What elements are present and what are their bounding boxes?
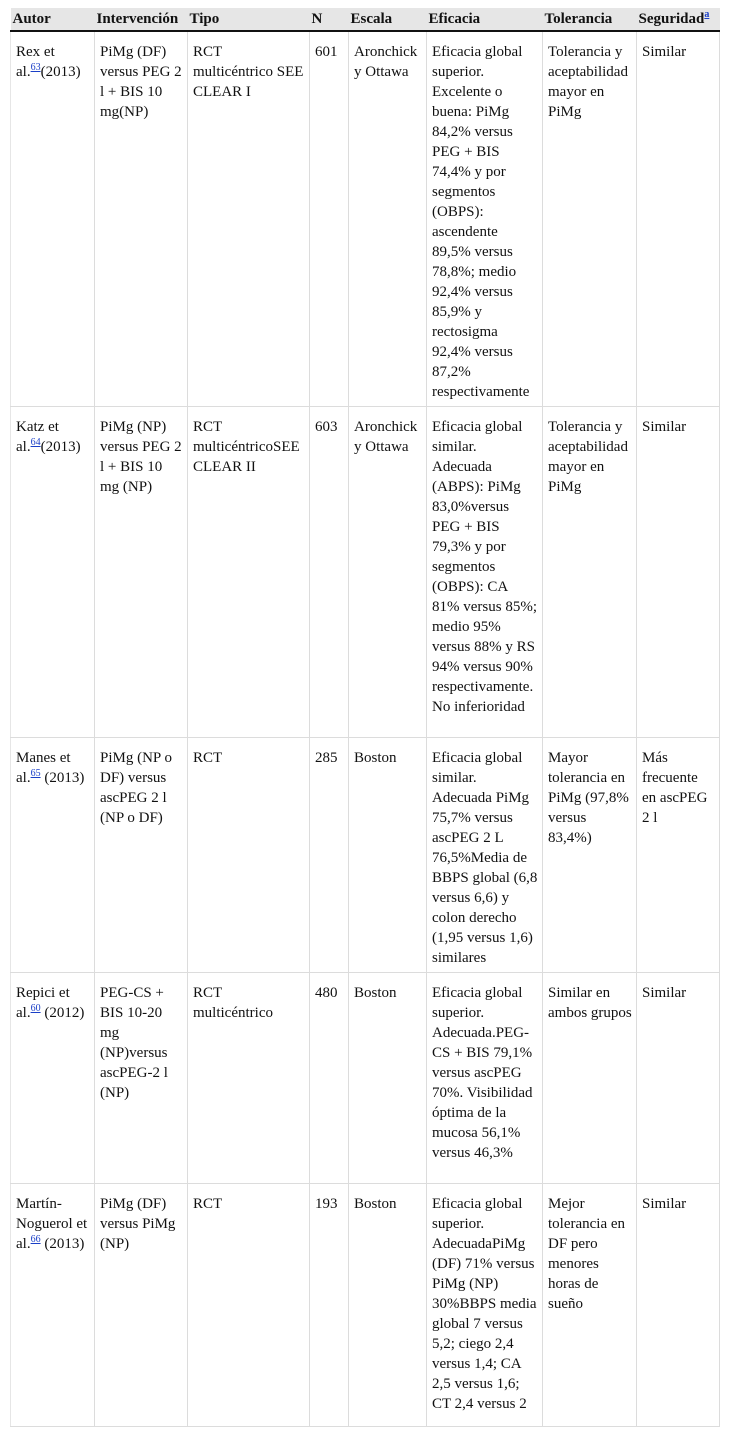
cell-n: 285 [310, 738, 349, 973]
cell-tipo: RCT [188, 1184, 310, 1427]
cell-eficacia: Eficacia global superior. AdecuadaPiMg (DF) 71% versus PiMg (NP) 30%BBPS media global 7 versus 5,2; ciego 2,4 versus 1,4; CA 2,5 versus 1,6; CT 2,4 versus 2 [427, 1184, 543, 1427]
author-year: (2013) [40, 1236, 85, 1252]
author-name: Martín-Noguerol et al. [16, 1196, 88, 1252]
data-table [10, 8, 720, 1427]
header-tipo: Tipo [188, 8, 310, 31]
header-n: N [310, 8, 349, 31]
header-eficacia: Eficacia [427, 8, 543, 31]
cell-escala: Boston [349, 1184, 427, 1427]
cell-escala: Aronchick y Ottawa [349, 407, 427, 738]
cell-seguridad: Similar [637, 31, 720, 407]
table-row [11, 973, 720, 1184]
cell-tolerancia: Tolerancia y aceptabilidad mayor en PiMg [543, 31, 637, 407]
cell-autor [11, 738, 95, 973]
cell-autor [11, 1184, 95, 1427]
cell-eficacia: Eficacia global superior. Excelente o buena: PiMg 84,2% versus PEG + BIS 74,4% y por segmentos (OBPS): ascendente 89,5% versus 78,8%; medio 92,4% versus 85,9% y rectosigma 92,4% versus 87,2% respectivamente [427, 31, 543, 407]
header-escala: Escala [349, 8, 427, 31]
cell-n: 601 [310, 31, 349, 407]
author-year: (2012) [40, 1005, 85, 1021]
table-row [11, 738, 720, 973]
author-name: Repici et al. [16, 985, 70, 1021]
cell-tolerancia: Tolerancia y aceptabilidad mayor en PiMg [543, 407, 637, 738]
cell-n: 603 [310, 407, 349, 738]
header-seguridad-label: Seguridad [638, 11, 705, 27]
author-year: (2013) [40, 64, 81, 80]
cell-tolerancia: Mayor tolerancia en PiMg (97,8% versus 83,4%) [543, 738, 637, 973]
cell-tipo: RCT multicéntrico [188, 973, 310, 1184]
reference-link[interactable]: 64 [30, 437, 41, 448]
author-name: Katz et al. [16, 419, 59, 455]
cell-n: 480 [310, 973, 349, 1184]
cell-intervencion: PiMg (DF) versus PiMg (NP) [95, 1184, 188, 1427]
reference-link[interactable]: 66 [30, 1234, 41, 1245]
cell-intervencion: PEG-CS + BIS 10-20 mg (NP)versus ascPEG-2 l (NP) [95, 973, 188, 1184]
cell-eficacia: Eficacia global similar. Adecuada (ABPS): PiMg 83,0%versus PEG + BIS 79,3% y por segmentos (OBPS): CA 81% versus 85%; medio 95% versus 88% y RS 94% versus 90% respectivamente. No inferioridad [427, 407, 543, 738]
cell-tolerancia: Mejor tolerancia en DF pero menores horas de sueño [543, 1184, 637, 1427]
cell-autor [11, 31, 95, 407]
header-seguridad [637, 8, 720, 31]
cell-seguridad: Similar [637, 973, 720, 1184]
author-year: (2013) [40, 439, 81, 455]
header-intervencion: Intervención [95, 8, 188, 31]
cell-eficacia: Eficacia global superior. Adecuada.PEG-CS + BIS 79,1% versus ascPEG 70%. Visibilidad óptima de la mucosa 56,1% versus 46,3% [427, 973, 543, 1184]
cell-tipo: RCT multicéntrico SEE CLEAR I [188, 31, 310, 407]
table-row [11, 31, 720, 407]
cell-escala: Aronchick y Ottawa [349, 31, 427, 407]
cell-tolerancia: Similar en ambos grupos [543, 973, 637, 1184]
cell-autor [11, 973, 95, 1184]
table-container [10, 8, 719, 1427]
cell-seguridad: Más frecuente en ascPEG 2 l [637, 738, 720, 973]
cell-seguridad: Similar [637, 1184, 720, 1427]
author-name: Rex et al. [16, 44, 55, 80]
table-row [11, 1184, 720, 1427]
author-name: Manes et al. [16, 750, 71, 786]
cell-intervencion: PiMg (NP) versus PEG 2 l + BIS 10 mg (NP) [95, 407, 188, 738]
cell-tipo: RCT multicéntricoSEE CLEAR II [188, 407, 310, 738]
reference-link[interactable]: 60 [30, 1003, 41, 1014]
header-row [11, 8, 720, 31]
header-tolerancia: Tolerancia [543, 8, 637, 31]
cell-autor [11, 407, 95, 738]
cell-eficacia: Eficacia global similar. Adecuada PiMg 75,7% versus ascPEG 2 L 76,5%Media de BBPS global (6,8 versus 6,6) y colon derecho (1,95 versus 1,6) similares [427, 738, 543, 973]
cell-intervencion: PiMg (DF) versus PEG 2 l + BIS 10 mg(NP) [95, 31, 188, 407]
cell-intervencion: PiMg (NP o DF) versus ascPEG 2 l (NP o DF) [95, 738, 188, 973]
author-year: (2013) [40, 770, 85, 786]
reference-link[interactable]: 63 [30, 62, 41, 73]
footnote-link[interactable]: a [704, 9, 710, 20]
cell-escala: Boston [349, 973, 427, 1184]
cell-escala: Boston [349, 738, 427, 973]
table-row [11, 407, 720, 738]
reference-link[interactable]: 65 [30, 768, 41, 779]
cell-seguridad: Similar [637, 407, 720, 738]
cell-tipo: RCT [188, 738, 310, 973]
cell-n: 193 [310, 1184, 349, 1427]
header-autor: Autor [11, 8, 95, 31]
